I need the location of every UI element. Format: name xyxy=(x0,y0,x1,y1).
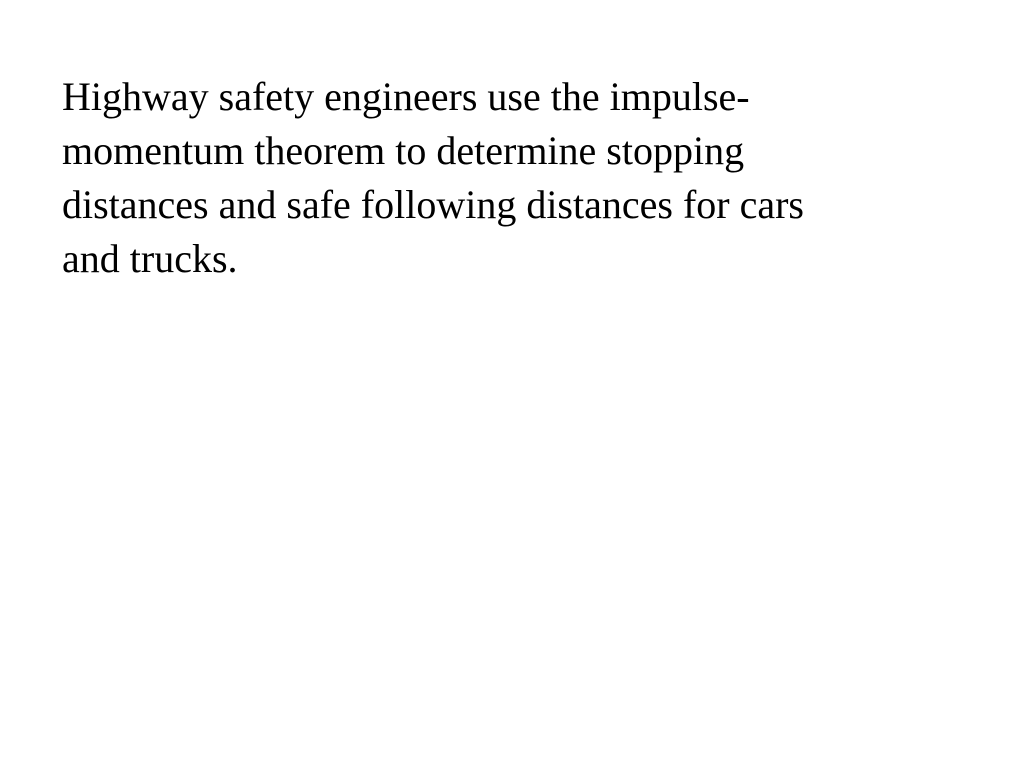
paragraph-line: momentum theorem to determine stopping xyxy=(62,128,745,173)
slide-paragraph xyxy=(62,70,942,286)
paragraph-line: and trucks. xyxy=(62,236,238,281)
paragraph-line: distances and safe following distances for cars xyxy=(62,182,804,227)
paragraph-line: Highway safety engineers use the impulse- xyxy=(62,74,750,119)
